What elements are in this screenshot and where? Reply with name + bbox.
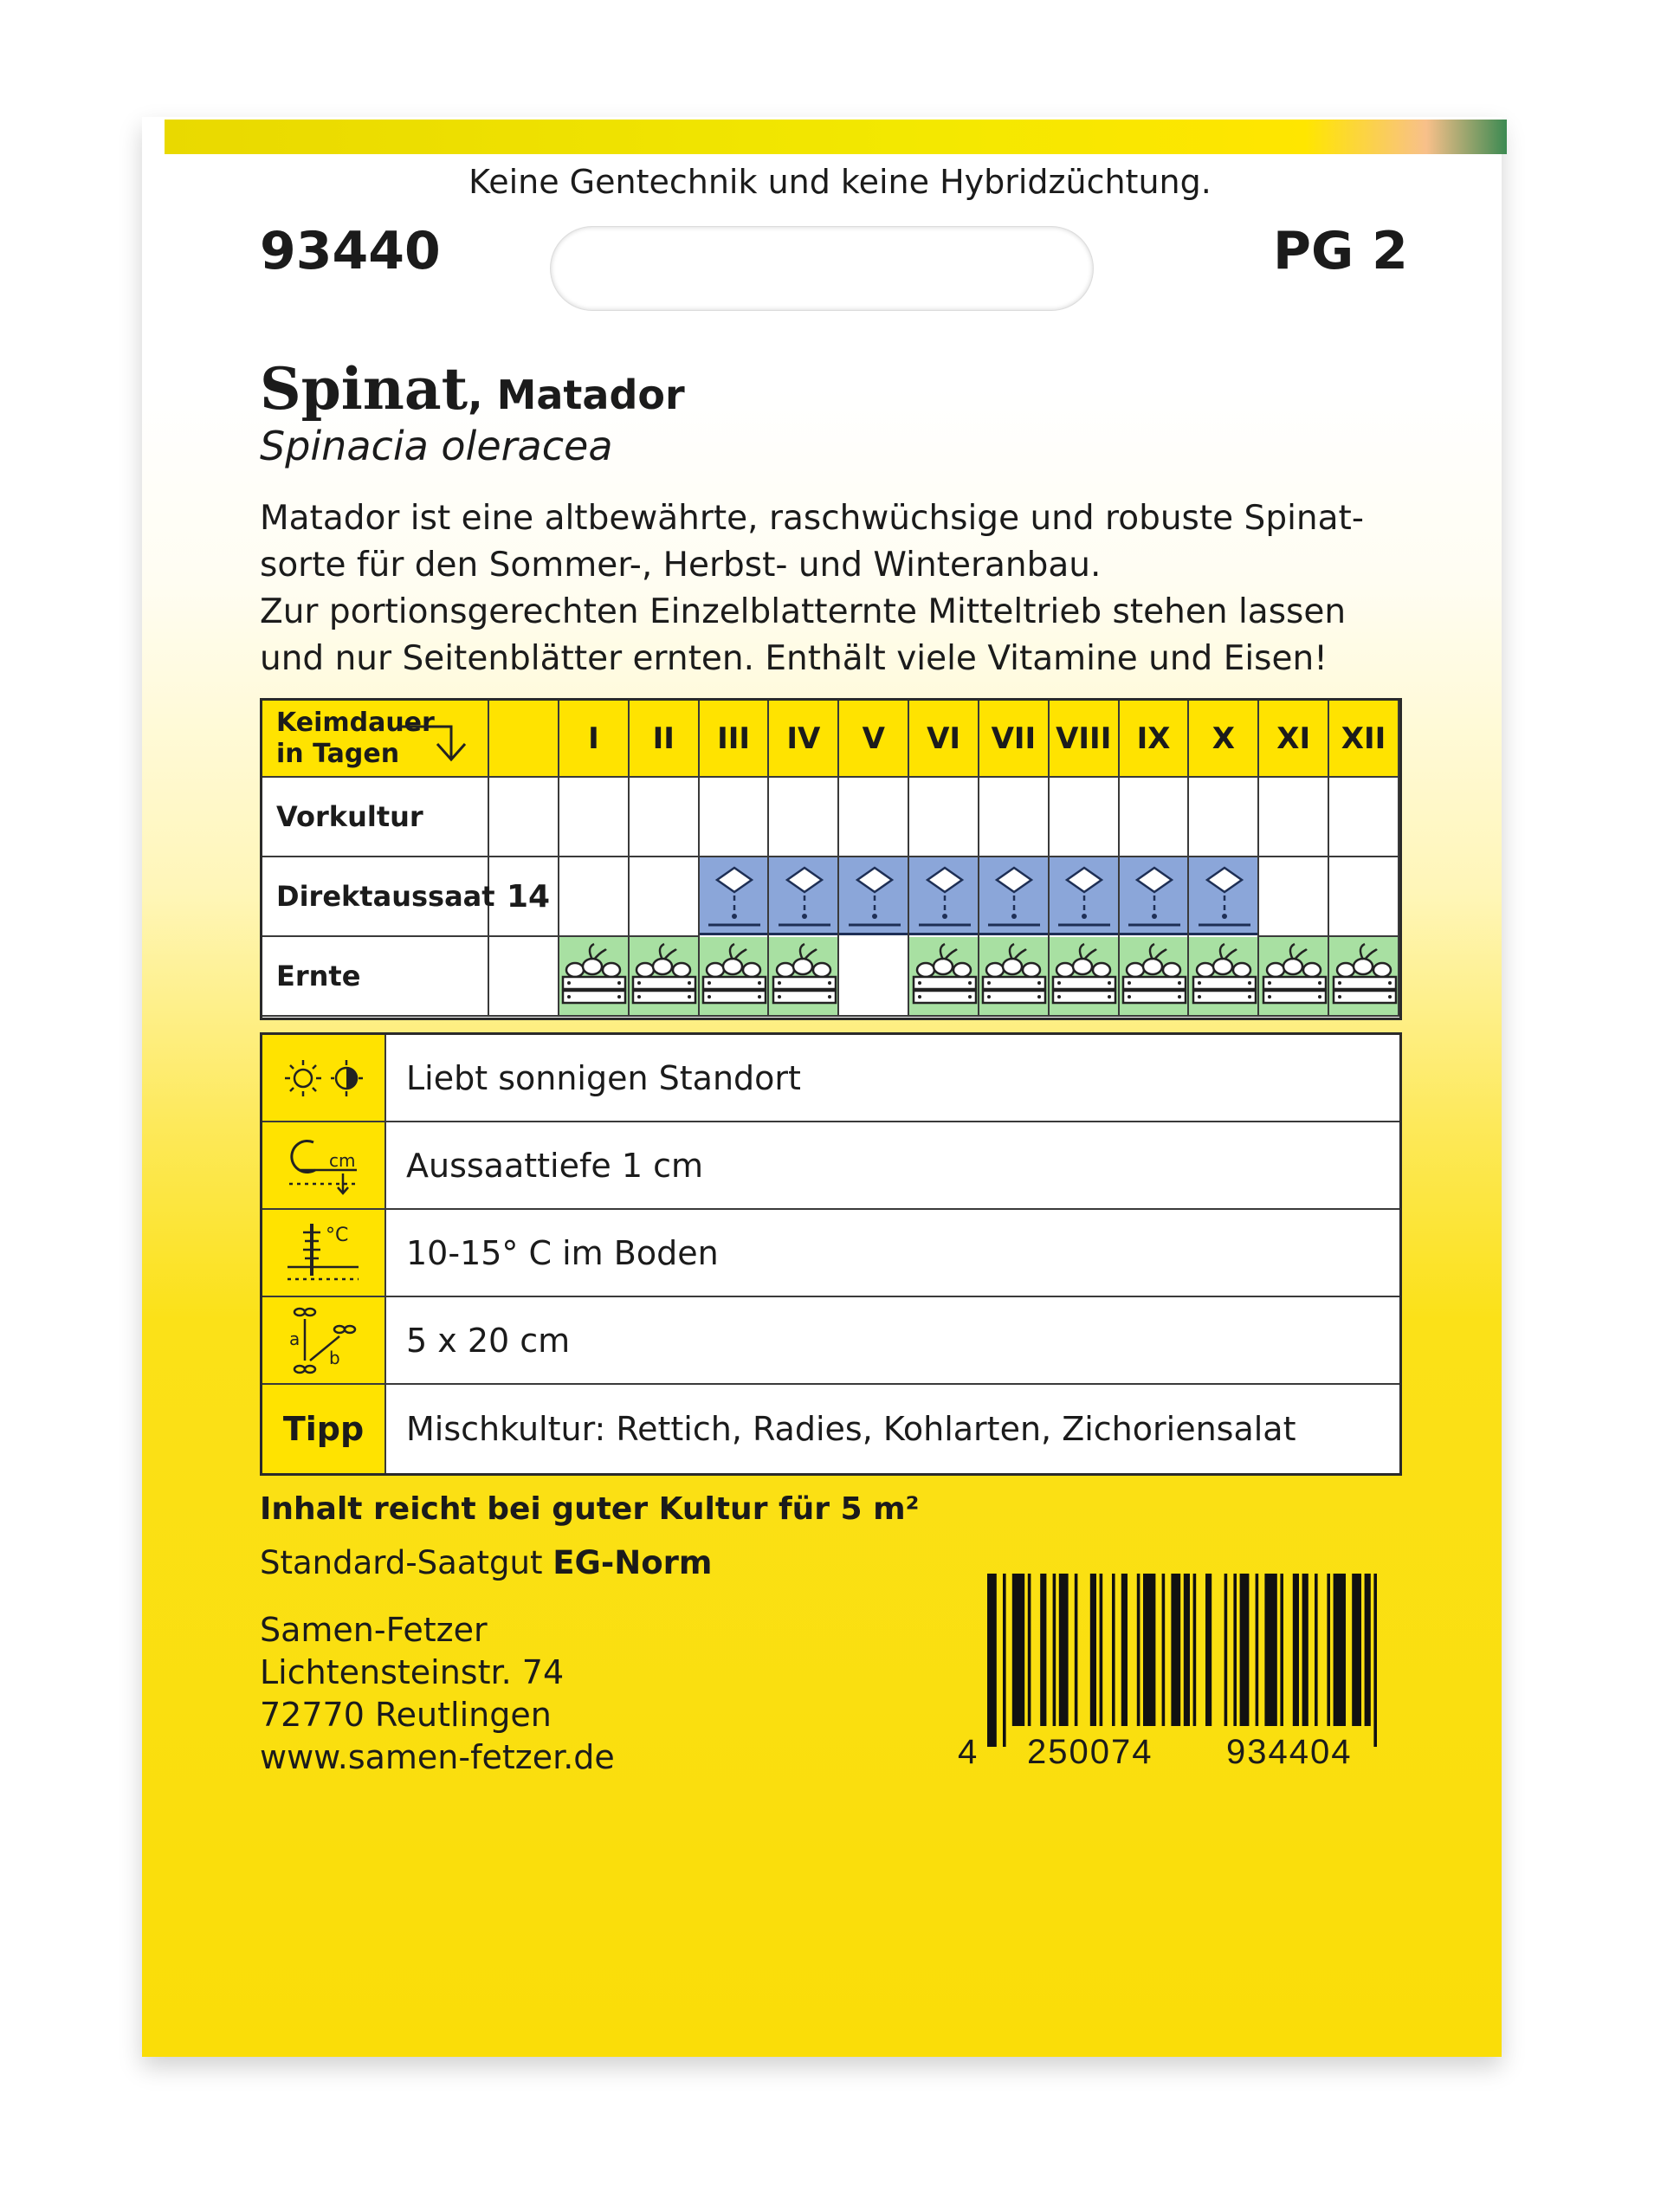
keimdauer-label: in Tagen xyxy=(276,738,400,769)
sowing-calendar xyxy=(260,698,1402,1020)
address-line: Lichtensteinstr. 74 xyxy=(260,1653,565,1691)
content-note: Inhalt reicht bei guter Kultur für 5 m² xyxy=(260,1491,920,1527)
info-row-depth xyxy=(262,1122,1399,1210)
barcode xyxy=(958,1574,1403,1771)
calendar-cell xyxy=(559,937,630,1017)
info-row-spacing xyxy=(262,1297,1399,1385)
calendar-cell xyxy=(1259,937,1329,1017)
calendar-cell xyxy=(700,778,770,857)
calendar-cell xyxy=(909,937,979,1017)
address-line: 72770 Reutlingen xyxy=(260,1696,552,1734)
keimdauer-value: 14 xyxy=(489,857,559,937)
sowing-depth-icon xyxy=(262,1122,386,1208)
company-address xyxy=(260,1609,615,1779)
month-header: VI xyxy=(909,701,979,778)
month-header: III xyxy=(700,701,770,778)
calendar-cell xyxy=(769,937,839,1017)
month-header: I xyxy=(559,701,630,778)
sun-shade-icon xyxy=(262,1035,386,1121)
keimdauer-value xyxy=(489,778,559,857)
calendar-cell xyxy=(979,778,1050,857)
calendar-cell xyxy=(630,778,700,857)
calendar-cell xyxy=(839,857,909,937)
calendar-cell xyxy=(1120,857,1190,937)
calendar-row-label: Ernte xyxy=(262,937,489,1017)
plant-variety: , Matador xyxy=(468,372,685,418)
calendar-cell xyxy=(1329,937,1399,1017)
calendar-cell xyxy=(700,937,770,1017)
barcode-digits-left: 250074 xyxy=(1027,1733,1153,1771)
month-header: XI xyxy=(1259,701,1329,778)
barcode-digit-first: 4 xyxy=(958,1733,978,1771)
soil-temperature-icon xyxy=(262,1210,386,1296)
svg-text:cm: cm xyxy=(328,1149,355,1171)
calendar-cell xyxy=(630,857,700,937)
calendar-cell xyxy=(909,857,979,937)
keimdauer-header xyxy=(262,701,489,778)
calendar-cell xyxy=(1120,937,1190,1017)
calendar-cell xyxy=(839,778,909,857)
info-text: Aussaattiefe 1 cm xyxy=(406,1146,703,1185)
seed-standard xyxy=(260,1544,712,1581)
info-text: Mischkultur: Rettich, Radies, Kohlarten, Zichoriensalat xyxy=(406,1410,1296,1448)
month-header: V xyxy=(839,701,909,778)
calendar-cell xyxy=(1329,857,1399,937)
calendar-cell xyxy=(1259,857,1329,937)
tip-label-text: Tipp xyxy=(282,1410,365,1448)
info-text: Liebt sonnigen Standort xyxy=(406,1058,801,1097)
calendar-cell xyxy=(1189,778,1259,857)
seed-standard-prefix: Standard-Saatgut xyxy=(260,1544,553,1581)
month-header: X xyxy=(1189,701,1259,778)
price-group: PG 2 xyxy=(1273,221,1408,281)
calendar-cell xyxy=(979,857,1050,937)
arrow-down-right-icon xyxy=(394,714,481,766)
calendar-cell xyxy=(1189,937,1259,1017)
calendar-cell xyxy=(1120,778,1190,857)
latin-name: Spinacia oleracea xyxy=(260,423,613,469)
month-header: IX xyxy=(1120,701,1190,778)
calendar-cell xyxy=(979,937,1050,1017)
calendar-cell xyxy=(559,857,630,937)
svg-text:a: a xyxy=(288,1328,300,1349)
hang-hole xyxy=(551,227,1093,310)
tagline: Keine Gentechnik und keine Hybridzüchtung. xyxy=(468,163,1212,201)
barcode-bars xyxy=(987,1574,1403,1747)
description-line: Matador ist eine altbewährte, raschwüchsige und robuste Spinat- xyxy=(260,499,1364,538)
calendar-cell xyxy=(839,937,909,1017)
keimdauer-value xyxy=(489,937,559,1017)
info-row-temperature xyxy=(262,1210,1399,1297)
svg-text:b: b xyxy=(328,1347,340,1368)
keimdauer-header-spacer xyxy=(489,701,559,778)
calendar-cell xyxy=(769,857,839,937)
website-link[interactable]: www.samen-fetzer.de xyxy=(260,1738,615,1776)
calendar-cell xyxy=(1259,778,1329,857)
calendar-cell xyxy=(1189,857,1259,937)
info-text: 10-15° C im Boden xyxy=(406,1233,719,1272)
calendar-cell xyxy=(700,857,770,937)
barcode-digits-right: 934404 xyxy=(1226,1733,1353,1771)
month-header: VIII xyxy=(1050,701,1120,778)
description-line: Zur portionsgerechten Einzelblatternte Mitteltrieb stehen lassen xyxy=(260,592,1347,631)
info-row-tip xyxy=(262,1385,1399,1473)
growing-info xyxy=(260,1032,1402,1476)
keimdauer-label: Keimdauer xyxy=(276,707,435,738)
calendar-cell xyxy=(1329,778,1399,857)
address-line: Samen-Fetzer xyxy=(260,1611,488,1649)
month-header: II xyxy=(630,701,700,778)
calendar-row-label: Vorkultur xyxy=(262,778,489,857)
article-number: 93440 xyxy=(260,221,441,281)
plant-title xyxy=(260,355,685,423)
calendar-cell xyxy=(1050,937,1120,1017)
calendar-cell xyxy=(769,778,839,857)
description-line: sorte für den Sommer-, Herbst- und Winteranbau. xyxy=(260,546,1102,585)
month-header: VII xyxy=(979,701,1050,778)
description xyxy=(260,495,1412,682)
plant-name: Spinat xyxy=(260,355,468,423)
month-header: XII xyxy=(1329,701,1399,778)
calendar-row-label: Direktaussaat xyxy=(262,857,489,937)
month-header: IV xyxy=(769,701,839,778)
calendar-cell xyxy=(1050,778,1120,857)
svg-text:°C: °C xyxy=(325,1224,348,1246)
tip-label xyxy=(262,1385,386,1473)
packet-top-band xyxy=(165,120,1507,154)
plant-spacing-icon xyxy=(262,1297,386,1383)
info-row-sun xyxy=(262,1035,1399,1122)
seed-standard-norm: EG-Norm xyxy=(552,1544,713,1581)
description-line: und nur Seitenblätter ernten. Enthält viele Vitamine und Eisen! xyxy=(260,639,1328,678)
calendar-cell xyxy=(559,778,630,857)
info-text: 5 x 20 cm xyxy=(406,1321,571,1360)
calendar-cell xyxy=(909,778,979,857)
calendar-cell xyxy=(630,937,700,1017)
calendar-cell xyxy=(1050,857,1120,937)
